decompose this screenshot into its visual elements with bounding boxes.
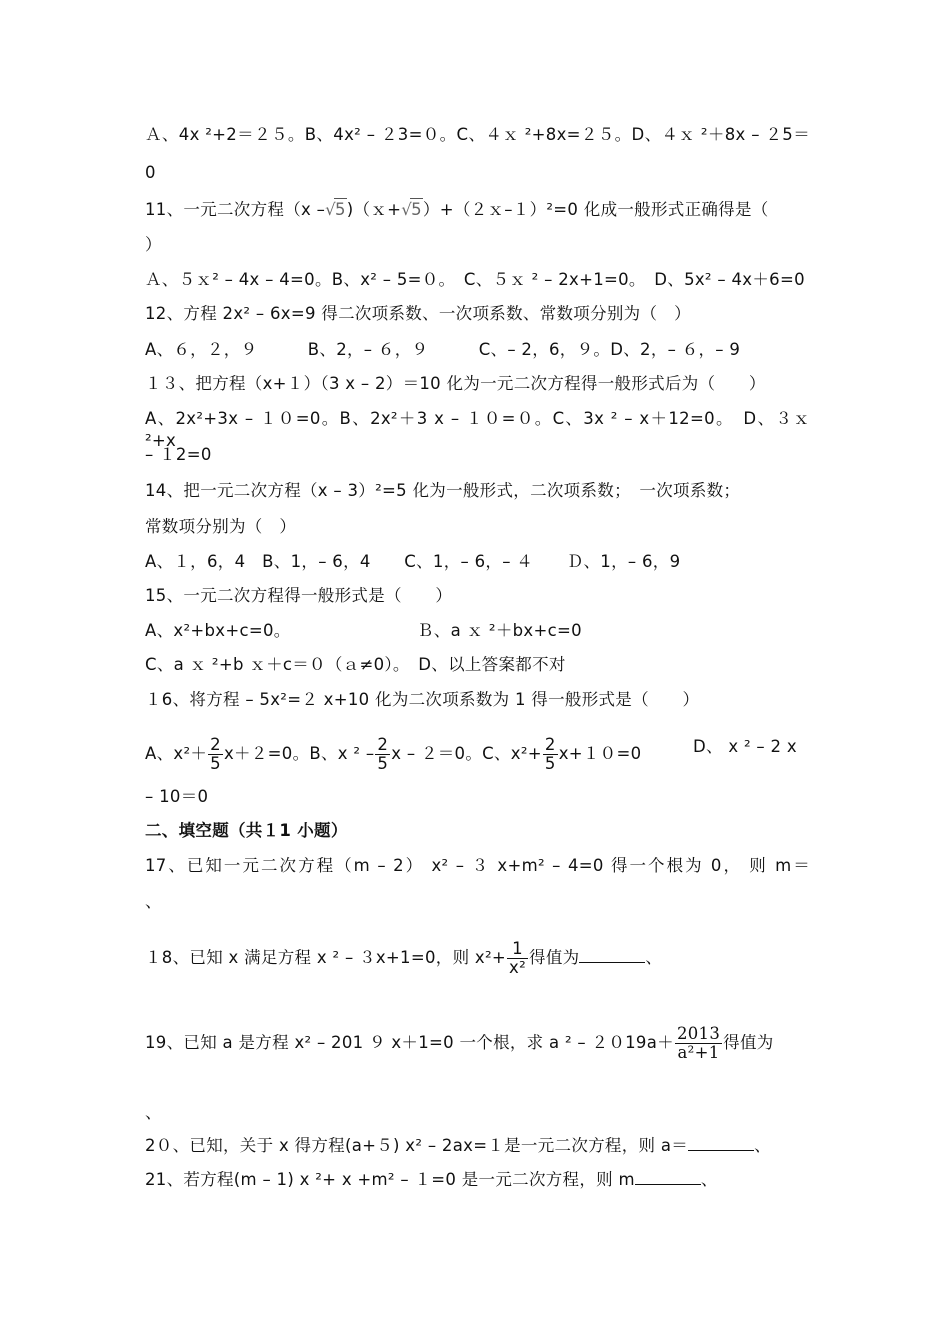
q16-text-a1: A、x²＋ bbox=[145, 744, 208, 763]
q20-text-a: 2０、已知，关于 x 得方程(a+５) x² – 2ax=１是一元二次方程，则 a＝ bbox=[145, 1136, 689, 1155]
q21-stem bbox=[145, 1169, 810, 1191]
fraction-denominator: 5 bbox=[210, 754, 221, 773]
q16-text-a3: x – ２＝0。C、x²+ bbox=[391, 744, 542, 763]
fraction bbox=[543, 736, 558, 773]
q20-text-b: 、 bbox=[754, 1136, 771, 1155]
q11-options: Ａ、５ｘ² – 4x – 4=0。B、x² – 5=０。 C、５ｘ ² – 2x+1=0。 D、5x² – 4x＋6=0 bbox=[145, 270, 805, 289]
answer-blank[interactable] bbox=[688, 1136, 754, 1151]
sqrt-symbol: √ bbox=[325, 200, 336, 219]
q18-text-c: 、 bbox=[645, 948, 663, 967]
q10-options-line: Ａ、4x ²+2＝２５。B、4x² – ２3=０。C、４ｘ ²+8x=２５。D、４ｘ ²＋8x – ２5＝ bbox=[145, 125, 810, 144]
q16-stem: １6、将方程 – 5x²=２ x+10 化为二次项系数为 1 得一般形式是（ ） bbox=[145, 690, 700, 709]
fraction-numerator: 2 bbox=[544, 735, 556, 754]
fraction bbox=[675, 1025, 722, 1062]
q13-options: A、2x²+3x – １０=0。B、2x²＋3 x – １０=０。C、3x ² – x＋12=0。 D、３ｘ ²+x bbox=[145, 409, 810, 450]
q15-option-b: Ｂ、a ｘ ²＋bx+c=0 bbox=[417, 621, 582, 640]
fraction bbox=[208, 736, 223, 773]
fraction-denominator: 5 bbox=[377, 754, 389, 773]
q13-stem: １３、把方程（x+１）（3 x – 2）＝10 化为一元二次方程得一般形式后为（ ） bbox=[145, 374, 766, 393]
q15-options-ab bbox=[145, 620, 810, 642]
q16-text-a4: x+１０=0 bbox=[558, 744, 642, 763]
q15-option-a: A、x²+bx+c=0。 bbox=[145, 621, 291, 640]
q19-stem bbox=[145, 1025, 810, 1062]
q12-stem: 12、方程 2x² – 6x=9 得二次项系数、一次项系数、常数项分别为（ ） bbox=[145, 304, 691, 323]
q17-stem: 17、已知一元二次方程（m – 2） x² – ３ x+m² – 4=0 得一个根为 0， 则 m＝ bbox=[145, 856, 810, 875]
q19-text-b: 得值为 bbox=[723, 1033, 774, 1052]
q14-options: A、１，6，4 B、1，– 6，4 C、1，– 6，– ４ Ｄ、1，– 6，9 bbox=[145, 552, 681, 571]
fraction-numerator: 2013 bbox=[676, 1024, 721, 1043]
q14-stem-continued: 常数项分别为（ ） bbox=[145, 517, 297, 536]
q14-stem: 14、把一元二次方程（x – 3）²=5 化为一般形式，二次项系数； 一次项系数； bbox=[145, 481, 741, 500]
q16-text-a2: x＋２=0。B、x ² – bbox=[223, 744, 375, 763]
q11-text-b: )（ｘ+ bbox=[346, 200, 402, 219]
fraction bbox=[507, 940, 528, 977]
q18-stem bbox=[145, 940, 810, 977]
fraction-denominator: x² bbox=[509, 958, 527, 977]
q13-options-continued: – １2=0 bbox=[145, 445, 212, 464]
q21-text-a: 21、若方程(m – 1) x ²+ x +m² – １=0 是一元二次方程，则 m bbox=[145, 1170, 635, 1189]
sqrt-symbol: √ bbox=[401, 200, 413, 219]
q11-stem bbox=[145, 198, 810, 221]
q12-options: A、６，２，９ B、2，– ６，９ C、– 2，6，９。D、2，– ６，– 9 bbox=[145, 340, 741, 359]
fraction bbox=[375, 736, 390, 773]
q11-radicand-1: 5 bbox=[334, 200, 346, 219]
fraction-denominator: 5 bbox=[544, 754, 556, 773]
q15-stem: 15、一元二次方程得一般形式是（ ） bbox=[145, 586, 453, 605]
q17-stem-continued: 、 bbox=[145, 892, 162, 911]
q16-option-d: D、 x ² – 2 x bbox=[693, 737, 797, 756]
q19-text-a: 19、已知 a 是方程 x² – 201 ９ x＋1=0 一个根，求 a ² – ２０19a＋ bbox=[145, 1033, 674, 1052]
q10-options-continued: 0 bbox=[145, 163, 156, 182]
q11-radicand-2: 5 bbox=[411, 200, 422, 219]
q18-text-a: １8、已知 x 满足方程 x ² – ３x+1=0，则 x²+ bbox=[145, 948, 507, 967]
q19-stem-continued: 、 bbox=[145, 1103, 162, 1122]
section-heading-fill-in: 二、填空题（共１1 小题） bbox=[145, 821, 348, 840]
fraction-numerator: 2 bbox=[210, 735, 221, 754]
q18-text-b: 得值为 bbox=[529, 948, 580, 967]
answer-blank[interactable] bbox=[579, 948, 645, 963]
q11-text-c: ）+（２ｘ–１）²=0 化成一般形式正确得是（ bbox=[422, 200, 769, 219]
q15-options-cd: C、a ｘ ²+b ｘ＋c＝０（ａ≠0）。 D、以上答案都不对 bbox=[145, 655, 566, 674]
q21-text-b: 、 bbox=[700, 1170, 718, 1189]
q11-stem-continued: ） bbox=[145, 235, 162, 254]
answer-blank[interactable] bbox=[635, 1170, 701, 1185]
q16-options-continued: – 10＝0 bbox=[145, 787, 209, 806]
q20-stem bbox=[145, 1135, 810, 1157]
q16-options bbox=[145, 736, 810, 773]
fraction-numerator: 1 bbox=[512, 939, 523, 958]
q11-text-a: 11、一元二次方程（x – bbox=[145, 200, 326, 219]
fraction-denominator: a²+1 bbox=[675, 1043, 722, 1062]
fraction-numerator: 2 bbox=[377, 735, 389, 754]
